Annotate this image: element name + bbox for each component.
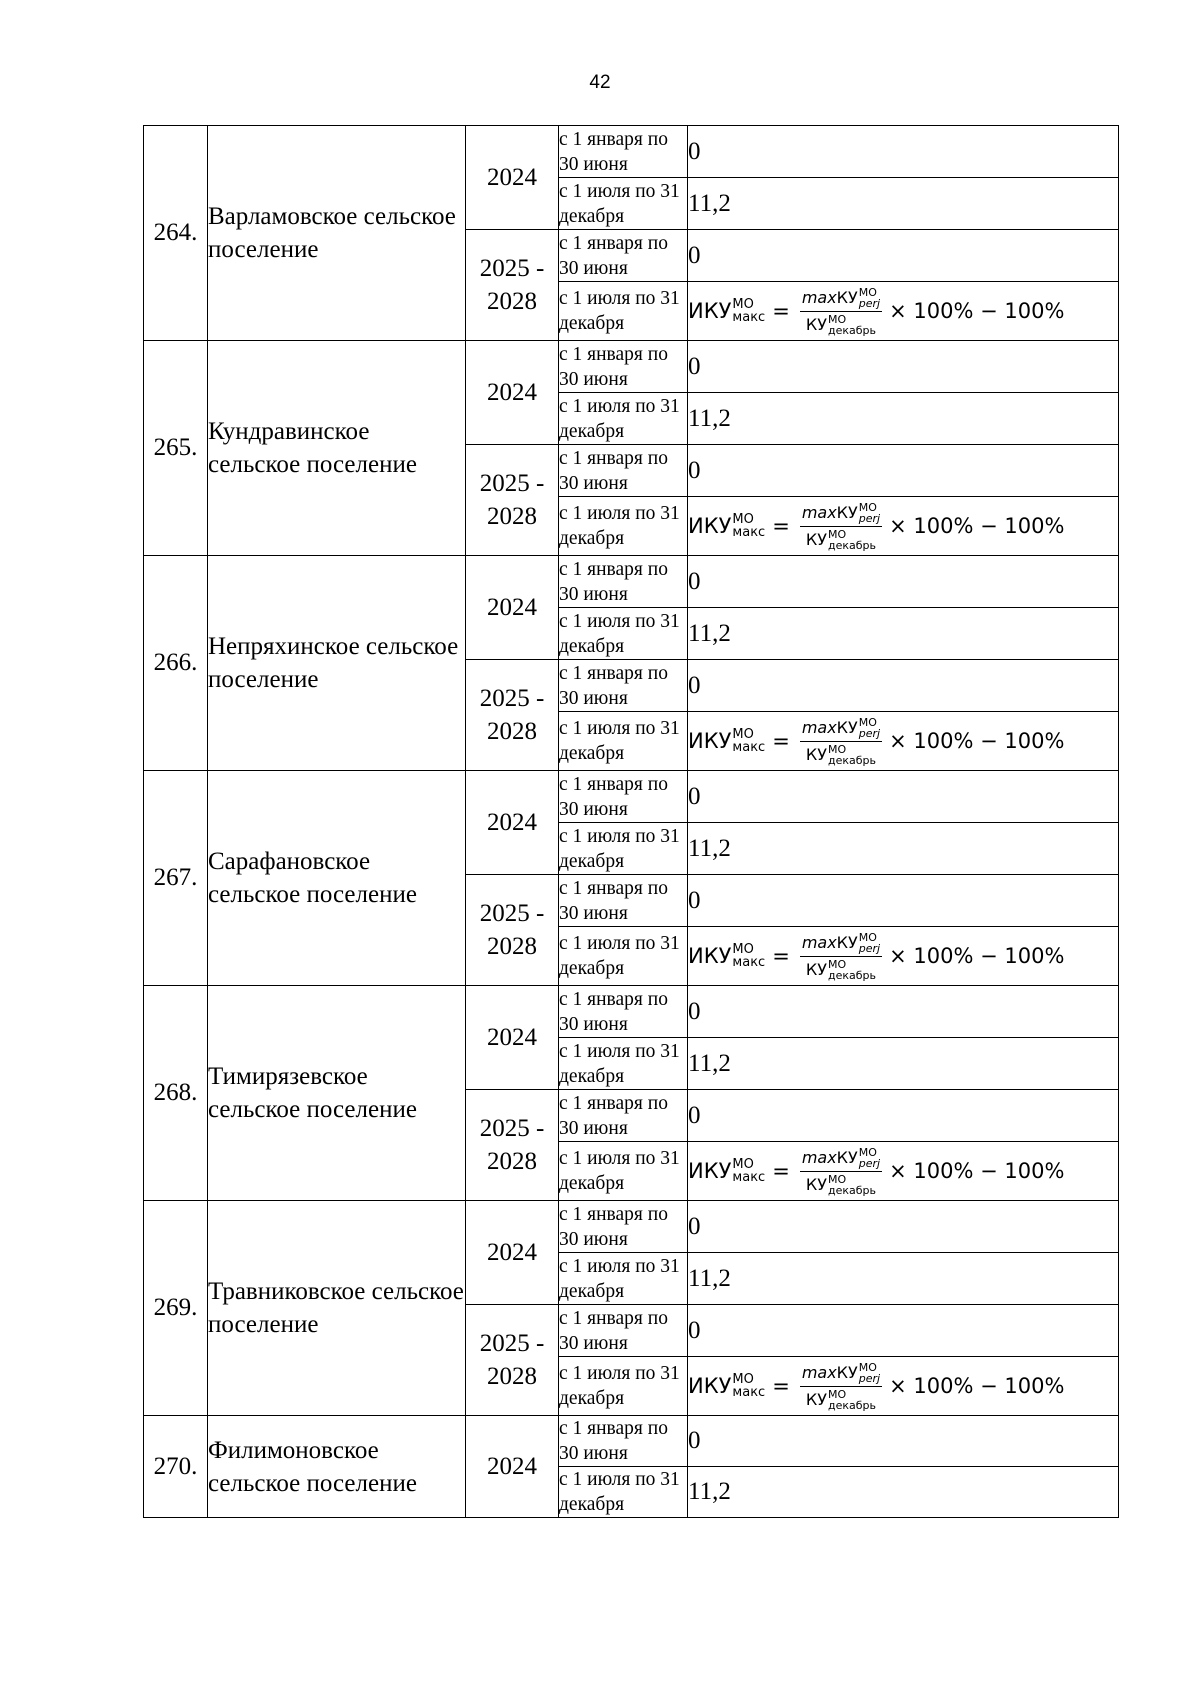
period-cell: с 1 января по 30 июня [559, 660, 688, 712]
table-row [144, 1201, 1119, 1253]
value-cell: 11,2 [688, 178, 1119, 230]
formula-max: max [801, 1147, 837, 1167]
formula-num-sub: perj [858, 1156, 881, 1170]
row-number: 267. [144, 771, 208, 986]
formula-num-sup: МО [858, 285, 877, 299]
year-cell: 2024 [466, 771, 559, 875]
formula-den-sup: МО [828, 742, 847, 756]
value-cell: 0 [688, 771, 1119, 823]
formula-num-sup: МО [858, 1145, 877, 1159]
formula-numerator [800, 502, 882, 527]
period-cell: с 1 июля по 31 декабря [559, 712, 688, 771]
formula-ku: КУ [836, 1362, 858, 1382]
formula-ku: КУ [805, 1174, 828, 1194]
value-cell: 11,2 [688, 823, 1119, 875]
period-cell: с 1 июля по 31 декабря [559, 497, 688, 556]
formula [688, 502, 1064, 551]
year-cell: 2024 [466, 986, 559, 1090]
formula-numerator [800, 717, 882, 742]
period-cell: с 1 января по 30 июня [559, 445, 688, 497]
formula-ku: КУ [805, 744, 828, 764]
formula-den-sub: декабрь [828, 1398, 877, 1412]
period-cell: с 1 января по 30 июня [559, 341, 688, 393]
formula-num-sub: perj [858, 511, 881, 525]
formula-iku-sub: макс [732, 955, 766, 970]
settlement-name: Сарафановское сельское поселение [208, 771, 466, 986]
formula-ku: КУ [836, 287, 858, 307]
formula-cell [688, 712, 1119, 771]
row-number: 268. [144, 986, 208, 1201]
period-cell: с 1 января по 30 июня [559, 1416, 688, 1467]
formula-iku-sub: макс [732, 740, 766, 755]
formula [688, 287, 1064, 336]
period-cell: с 1 января по 30 июня [559, 1090, 688, 1142]
formula-iku: ИКУ [688, 1159, 732, 1183]
formula-den-sup: МО [828, 312, 847, 326]
period-cell: с 1 июля по 31 декабря [559, 282, 688, 341]
formula-iku-sup: МО [732, 1157, 754, 1172]
formula-den-sub: декабрь [828, 1183, 877, 1197]
formula-fraction [800, 1147, 882, 1196]
formula-fraction [800, 287, 882, 336]
formula-iku: ИКУ [688, 299, 732, 323]
formula-den-sub: декабрь [828, 323, 877, 337]
formula-den-sub: декабрь [828, 753, 877, 767]
formula-max: max [801, 1362, 837, 1382]
formula-fraction [800, 1362, 882, 1411]
value-cell: 0 [688, 341, 1119, 393]
value-cell: 11,2 [688, 1253, 1119, 1305]
formula-equals: = [772, 514, 790, 538]
table-body [144, 126, 1119, 1518]
formula-num-sup: МО [858, 1360, 877, 1374]
formula-denominator [804, 1172, 878, 1196]
page-number: 42 [589, 72, 611, 93]
value-cell: 11,2 [688, 1467, 1119, 1518]
table-row [144, 126, 1119, 178]
formula-num-sub: perj [858, 296, 881, 310]
formula-equals: = [772, 729, 790, 753]
period-cell: с 1 июля по 31 декабря [559, 823, 688, 875]
settlement-name: Непряхинское сельское поселение [208, 556, 466, 771]
period-cell: с 1 июля по 31 декабря [559, 1038, 688, 1090]
formula-numerator [800, 1147, 882, 1172]
formula-max: max [801, 287, 837, 307]
formula-fraction [800, 502, 882, 551]
formula-rest: × 100% − 100% [889, 1159, 1065, 1183]
value-cell: 11,2 [688, 1038, 1119, 1090]
value-cell: 0 [688, 1090, 1119, 1142]
formula-iku: ИКУ [688, 944, 732, 968]
settlement-name: Варламовское сельское поселение [208, 126, 466, 341]
formula-den-sub: декабрь [828, 538, 877, 552]
formula-ku: КУ [836, 502, 858, 522]
formula-equals: = [772, 1374, 790, 1398]
formula-den-sup: МО [828, 1387, 847, 1401]
formula-den-sup: МО [828, 1172, 847, 1186]
formula-numerator [800, 1362, 882, 1387]
formula-cell [688, 927, 1119, 986]
formula-num-sub: perj [858, 726, 881, 740]
formula-denominator [804, 527, 878, 551]
value-cell: 11,2 [688, 393, 1119, 445]
year-cell: 2024 [466, 341, 559, 445]
formula-fraction [800, 717, 882, 766]
formula-iku-sup: МО [732, 942, 754, 957]
formula-iku: ИКУ [688, 1374, 732, 1398]
formula-ku: КУ [836, 1147, 858, 1167]
formula-numerator [800, 932, 882, 957]
formula [688, 717, 1064, 766]
formula [688, 1147, 1064, 1196]
formula-den-sub: декабрь [828, 968, 877, 982]
period-cell: с 1 июля по 31 декабря [559, 393, 688, 445]
year-cell: 2025 - 2028 [466, 1305, 559, 1416]
formula-max: max [801, 717, 837, 737]
formula-iku-sub: макс [732, 525, 766, 540]
value-cell: 0 [688, 445, 1119, 497]
value-cell: 0 [688, 986, 1119, 1038]
formula-ku: КУ [805, 959, 828, 979]
formula-numerator [800, 287, 882, 312]
value-cell: 0 [688, 1201, 1119, 1253]
year-cell: 2025 - 2028 [466, 1090, 559, 1201]
year-cell: 2024 [466, 1201, 559, 1305]
formula-iku-sup: МО [732, 297, 754, 312]
formula-cell [688, 1357, 1119, 1416]
value-cell: 0 [688, 126, 1119, 178]
formula-den-sup: МО [828, 957, 847, 971]
row-number: 266. [144, 556, 208, 771]
value-cell: 11,2 [688, 608, 1119, 660]
period-cell: с 1 июля по 31 декабря [559, 1467, 688, 1518]
formula-max: max [801, 932, 837, 952]
formula-equals: = [772, 1159, 790, 1183]
period-cell: с 1 июля по 31 декабря [559, 927, 688, 986]
formula [688, 1362, 1064, 1411]
formula-denominator [804, 312, 878, 336]
tariff-table [143, 125, 1119, 1518]
year-cell: 2024 [466, 1416, 559, 1518]
table-row [144, 556, 1119, 608]
year-cell: 2025 - 2028 [466, 230, 559, 341]
value-cell: 0 [688, 660, 1119, 712]
row-number: 264. [144, 126, 208, 341]
formula-ku: КУ [836, 932, 858, 952]
period-cell: с 1 января по 30 июня [559, 986, 688, 1038]
settlement-name: Кундравинское сельское поселение [208, 341, 466, 556]
formula-num-sub: perj [858, 941, 881, 955]
formula-rest: × 100% − 100% [889, 299, 1065, 323]
period-cell: с 1 июля по 31 декабря [559, 178, 688, 230]
formula-iku-sup: МО [732, 512, 754, 527]
table-row [144, 341, 1119, 393]
formula-iku-sub: макс [732, 1385, 766, 1400]
period-cell: с 1 января по 30 июня [559, 556, 688, 608]
formula-ku: КУ [805, 1389, 828, 1409]
row-number: 269. [144, 1201, 208, 1416]
formula-ku: КУ [805, 314, 828, 334]
period-cell: с 1 января по 30 июня [559, 126, 688, 178]
period-cell: с 1 января по 30 июня [559, 771, 688, 823]
formula-num-sup: МО [858, 715, 877, 729]
formula-iku-sup: МО [732, 1372, 754, 1387]
table-row [144, 771, 1119, 823]
period-cell: с 1 января по 30 июня [559, 1201, 688, 1253]
year-cell: 2025 - 2028 [466, 660, 559, 771]
formula-rest: × 100% − 100% [889, 514, 1065, 538]
formula-denominator [804, 1387, 878, 1411]
table-row [144, 986, 1119, 1038]
formula-ku: КУ [836, 717, 858, 737]
period-cell: с 1 июля по 31 декабря [559, 1253, 688, 1305]
formula-rest: × 100% − 100% [889, 944, 1065, 968]
value-cell: 0 [688, 1416, 1119, 1467]
formula-den-sup: МО [828, 527, 847, 541]
period-cell: с 1 июля по 31 декабря [559, 1142, 688, 1201]
value-cell: 0 [688, 556, 1119, 608]
formula-cell [688, 282, 1119, 341]
formula-denominator [804, 742, 878, 766]
formula-rest: × 100% − 100% [889, 1374, 1065, 1398]
period-cell: с 1 января по 30 июня [559, 875, 688, 927]
formula-iku: ИКУ [688, 729, 732, 753]
period-cell: с 1 июля по 31 декабря [559, 608, 688, 660]
year-cell: 2025 - 2028 [466, 875, 559, 986]
formula-iku: ИКУ [688, 514, 732, 538]
formula-iku-sub: макс [732, 1170, 766, 1185]
formula-num-sup: МО [858, 500, 877, 514]
formula-denominator [804, 957, 878, 981]
year-cell: 2024 [466, 556, 559, 660]
period-cell: с 1 января по 30 июня [559, 230, 688, 282]
formula-ku: КУ [805, 529, 828, 549]
settlement-name: Филимоновское сельское поселение [208, 1416, 466, 1518]
value-cell: 0 [688, 875, 1119, 927]
table-row [144, 1416, 1119, 1467]
formula-equals: = [772, 299, 790, 323]
formula-fraction [800, 932, 882, 981]
value-cell: 0 [688, 1305, 1119, 1357]
formula-cell [688, 497, 1119, 556]
formula-num-sub: perj [858, 1371, 881, 1385]
settlement-name: Тимирязевское сельское поселение [208, 986, 466, 1201]
formula-iku-sup: МО [732, 727, 754, 742]
row-number: 265. [144, 341, 208, 556]
formula-cell [688, 1142, 1119, 1201]
year-cell: 2024 [466, 126, 559, 230]
formula-num-sup: МО [858, 930, 877, 944]
settlement-name: Травниковское сельское поселение [208, 1201, 466, 1416]
period-cell: с 1 июля по 31 декабря [559, 1357, 688, 1416]
year-cell: 2025 - 2028 [466, 445, 559, 556]
period-cell: с 1 января по 30 июня [559, 1305, 688, 1357]
formula [688, 932, 1064, 981]
formula-iku-sub: макс [732, 310, 766, 325]
formula-rest: × 100% − 100% [889, 729, 1065, 753]
value-cell: 0 [688, 230, 1119, 282]
row-number: 270. [144, 1416, 208, 1518]
formula-equals: = [772, 944, 790, 968]
formula-max: max [801, 502, 837, 522]
